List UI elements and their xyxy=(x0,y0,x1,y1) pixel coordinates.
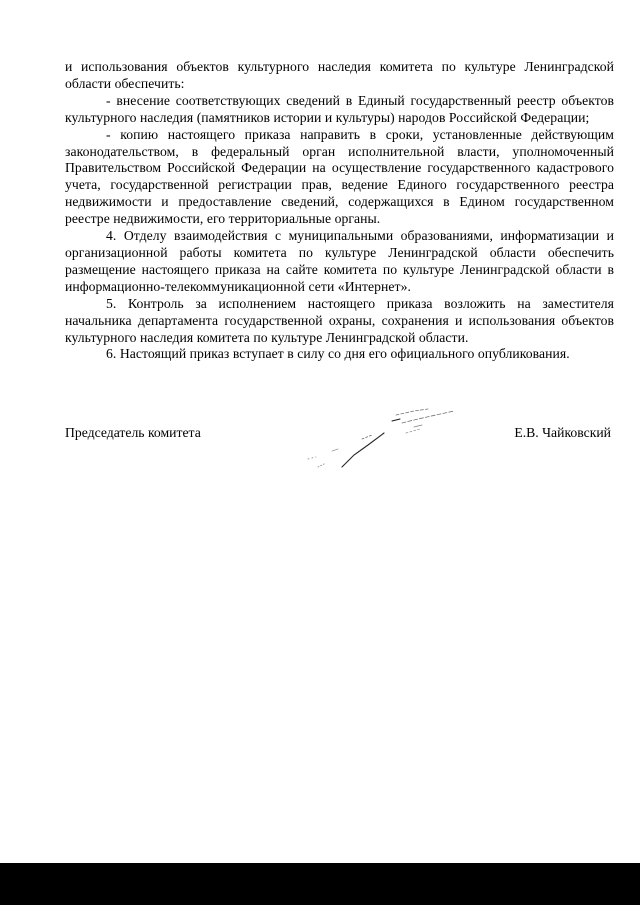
document-body xyxy=(65,59,614,363)
signatory-title: Председатель комитета xyxy=(65,425,201,440)
signatory-name: Е.В. Чайковский xyxy=(514,425,611,440)
paragraph-item-5: 5. Контроль за исполнением настоящего приказа возложить на заместителя начальника департамента государственной охраны, сохранения и использования объектов культурного наследия комитета по культуре Ленинградской области. xyxy=(65,295,614,345)
paragraph-item-6: 6. Настоящий приказ вступает в силу со дня его официального опубликования. xyxy=(106,346,570,362)
handwritten-signature xyxy=(296,393,466,478)
paragraph-send-copy: - копию настоящего приказа направить в сроки, установленные действующим законодательством, в федеральный орган исполнительной власти, уполномоченный Правительством Российской Федерации на осуществление государственного кадастрового учета, государственной регистрации прав, ведение Единого государственного реестра недвижимости и предоставление сведений, содержащихся в Едином государственном реестре недвижимости, его территориальные органы. xyxy=(65,126,614,227)
scan-footer-bar xyxy=(0,863,640,905)
paragraph-item-4: 4. Отделу взаимодействия с муниципальными образованиями, информатизации и организационной работы комитета по культуре Ленинградской области обеспечить размещение настоящего приказа на сайте комитета по культуре Ленинградской области в информационно-телекоммуникационной сети «Интернет». xyxy=(65,228,614,294)
paragraph-continuation: и использования объектов культурного наследия комитета по культуре Ленинградской области обеспечить: xyxy=(65,59,614,91)
paragraph-registry-entry: - внесение соответствующих сведений в Единый государственный реестр объектов культурного наследия (памятников истории и культуры) народов Российской Федерации; xyxy=(65,92,614,125)
